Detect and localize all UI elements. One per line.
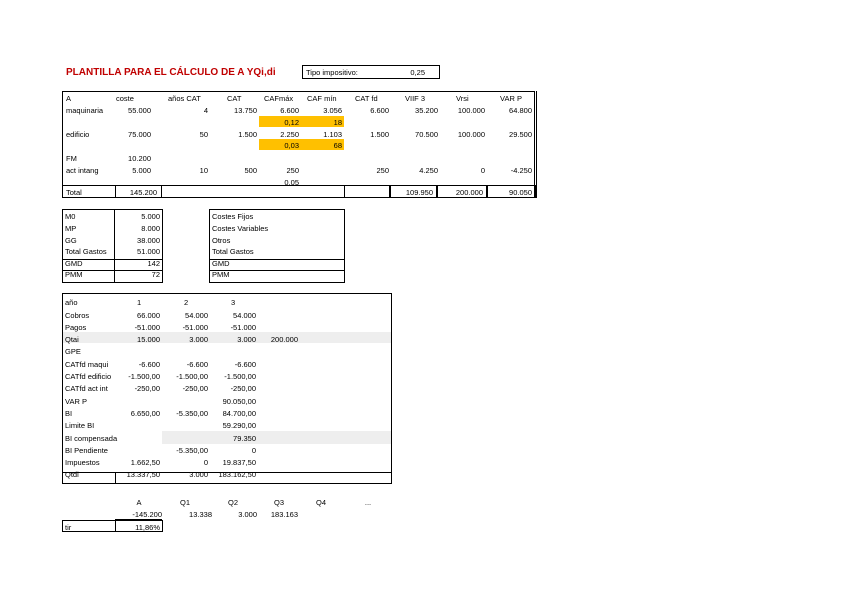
gastos-label: GG: [65, 236, 77, 245]
asset-value: 3.056: [323, 106, 342, 115]
flows-value: 84.700,00: [222, 408, 256, 418]
flows-value: 54.000: [233, 310, 256, 320]
flows-header: 1: [137, 298, 142, 307]
assets-header: coste: [116, 94, 134, 103]
flows-value: 79.350: [233, 433, 256, 443]
asset-value: 10.200: [128, 154, 151, 163]
total-label: Total: [66, 188, 82, 197]
asset-value: 55.000: [128, 106, 151, 115]
asset-value: 1.500: [238, 130, 257, 139]
asset-value: 250: [376, 166, 389, 175]
flows-value: -5.350,00: [176, 445, 208, 455]
summary-value: 13.338: [189, 510, 212, 519]
summary-value: -145.200: [132, 510, 162, 519]
gastos-label: GMD: [65, 259, 83, 268]
page-title: PLANTILLA PARA EL CÁLCULO DE A YQi,di: [66, 67, 276, 78]
gastos-right-label: Costes Fijos: [212, 212, 254, 221]
maq-sub-value: 0,12: [284, 118, 299, 127]
gastos-value: 142: [147, 259, 160, 268]
gastos-right-label: Costes Variables: [212, 224, 269, 233]
flows-value: -5.350,00: [176, 408, 208, 418]
flows-value: -6.600: [186, 359, 208, 369]
edi-sub-value: 0,03: [284, 141, 299, 150]
flows-value: -6.600: [234, 359, 256, 369]
asset-value: 29.500: [509, 130, 532, 139]
gastos-label: MP: [65, 224, 77, 233]
flows-label: VAR P: [65, 396, 87, 406]
flows-value: 200.000: [270, 335, 298, 345]
total-varp: 90.050: [509, 188, 532, 197]
total-viif: 109.950: [405, 188, 433, 197]
gastos-right-label: PMM: [212, 270, 230, 279]
flows-label: GPE: [65, 347, 81, 357]
flows-table-frame: [62, 293, 392, 484]
asset-value: 4.250: [419, 166, 438, 175]
divider: [115, 520, 116, 532]
gastos-value: 8.000: [141, 224, 160, 233]
flows-header: 2: [184, 298, 189, 307]
flows-value: 0: [251, 445, 256, 455]
asset-value: 70.500: [415, 130, 438, 139]
total-vrsi: 200.000: [455, 188, 483, 197]
asset-value: 500: [244, 166, 257, 175]
gastos-value: 51.000: [137, 247, 160, 256]
asset-value: -4.250: [510, 166, 532, 175]
asset-value: 6.600: [370, 106, 389, 115]
asset-value: 100.000: [457, 106, 485, 115]
flows-label: Cobros: [65, 310, 90, 320]
gastos-right-label: Otros: [212, 236, 231, 245]
flows-label: BI compensada: [65, 433, 118, 443]
flows-label: Impuestos: [65, 458, 100, 468]
flows-value: -51.000: [230, 322, 256, 332]
flows-label: CATfd act int: [65, 384, 108, 394]
assets-header: CAT fd: [355, 94, 378, 103]
flows-label: BI: [65, 408, 73, 418]
summary-value: 183.163: [270, 510, 298, 519]
gastos-label: M0: [65, 212, 76, 221]
flows-value: -1.500,00: [224, 372, 256, 381]
gastos-right-label: Total Gastos: [212, 247, 254, 256]
gastos-right-label: GMD: [212, 259, 230, 268]
asset-name: maquinaria: [66, 106, 104, 115]
flows-label: BI Pendiente: [65, 445, 108, 455]
asset-value: 2.250: [280, 130, 299, 139]
flows-value: 3.000: [189, 470, 208, 480]
flows-value: -51.000: [182, 322, 208, 332]
asset-value: 64.800: [509, 106, 532, 115]
asset-value: 10: [199, 166, 208, 175]
flows-value: 183.162,50: [218, 470, 256, 480]
asset-value: 4: [203, 106, 208, 115]
edi-sub-value: 68: [333, 141, 342, 150]
flows-label: CATfd maqui: [65, 359, 109, 369]
flows-value: 15.000: [137, 335, 160, 345]
gastos-value: 5.000: [141, 212, 160, 221]
summary-header: Q1: [179, 498, 190, 507]
summary-header: ...: [364, 498, 372, 507]
flows-value: 3.000: [237, 335, 256, 345]
asset-name: FM: [66, 154, 77, 163]
gastos-label: Total Gastos: [65, 247, 107, 256]
divider: [114, 209, 115, 283]
assets-header: años CAT: [168, 94, 201, 103]
flows-value: -6.600: [138, 359, 160, 369]
flows-header: año: [65, 298, 78, 307]
total-cost: 145.200: [129, 188, 157, 197]
tipo-impositivo-label: Tipo impositivo:: [306, 68, 358, 77]
flows-value: -1.500,00: [128, 372, 160, 381]
flows-value: -250,00: [134, 384, 160, 394]
divider: [536, 91, 537, 198]
assets-header: CAT: [227, 94, 242, 103]
asset-value: 50: [199, 130, 208, 139]
asset-value: 75.000: [128, 130, 151, 139]
flows-value: -1.500,00: [176, 372, 208, 381]
gastos-label: PMM: [65, 270, 83, 279]
asset-value: 13.750: [234, 106, 257, 115]
flows-label: Limite BI: [65, 421, 95, 431]
asset-value: 0: [480, 166, 485, 175]
flows-value: -250,00: [230, 384, 256, 394]
asset-value: 1.103: [323, 130, 342, 139]
flows-value: 19.837,50: [222, 458, 256, 468]
asset-value: 1.500: [370, 130, 389, 139]
summary-header: Q4: [315, 498, 326, 507]
tir-label: tir: [65, 523, 72, 532]
asset-name: edificio: [66, 130, 90, 139]
asset-value: 100.000: [457, 130, 485, 139]
assets-header: CAFmáx: [264, 94, 294, 103]
summary-header: Q2: [227, 498, 238, 507]
flows-value: 90.050,00: [222, 396, 256, 406]
divider: [115, 472, 116, 484]
flows-value: 66.000: [137, 310, 160, 320]
flows-label: CATfd edificio: [65, 372, 112, 381]
asset-value: 5.000: [132, 166, 151, 175]
flows-label: Qtdi: [65, 470, 79, 480]
flows-value: 6.650,00: [130, 408, 160, 418]
gastos-value: 72: [151, 270, 160, 279]
assets-header: CAF mín: [307, 94, 337, 103]
maq-sub-value: 18: [333, 118, 342, 127]
flows-label: Qtai: [65, 335, 79, 345]
assets-header: Vrsi: [456, 94, 469, 103]
asset-value: 35.200: [415, 106, 438, 115]
flows-value: 59.290,00: [222, 421, 256, 431]
assets-header: A: [66, 94, 72, 103]
total-empty-cell: [344, 185, 390, 198]
asset-name: act intang: [66, 166, 99, 175]
asset-value: 6.600: [280, 106, 299, 115]
flows-value: 13.337,50: [126, 470, 160, 480]
tir-value: 11,86%: [135, 523, 160, 532]
flows-value: 0: [203, 458, 208, 468]
gastos-value: 38.000: [137, 236, 160, 245]
assets-header: VIIF 3: [405, 94, 426, 103]
flows-value: -51.000: [134, 322, 160, 332]
summary-header: A: [136, 498, 142, 507]
assets-header: VAR P: [500, 94, 522, 103]
tipo-impositivo-value: 0,25: [410, 68, 425, 77]
flows-label: Pagos: [65, 322, 87, 332]
intang-sub-value: 0,05: [284, 178, 299, 187]
flows-value: 1.662,50: [130, 458, 160, 468]
flows-value: 54.000: [185, 310, 208, 320]
flows-value: 3.000: [189, 335, 208, 345]
asset-value: 250: [286, 166, 299, 175]
flows-value: -250,00: [182, 384, 208, 394]
summary-header: Q3: [273, 498, 284, 507]
flows-header: 3: [231, 298, 236, 307]
summary-value: 3.000: [238, 510, 257, 519]
